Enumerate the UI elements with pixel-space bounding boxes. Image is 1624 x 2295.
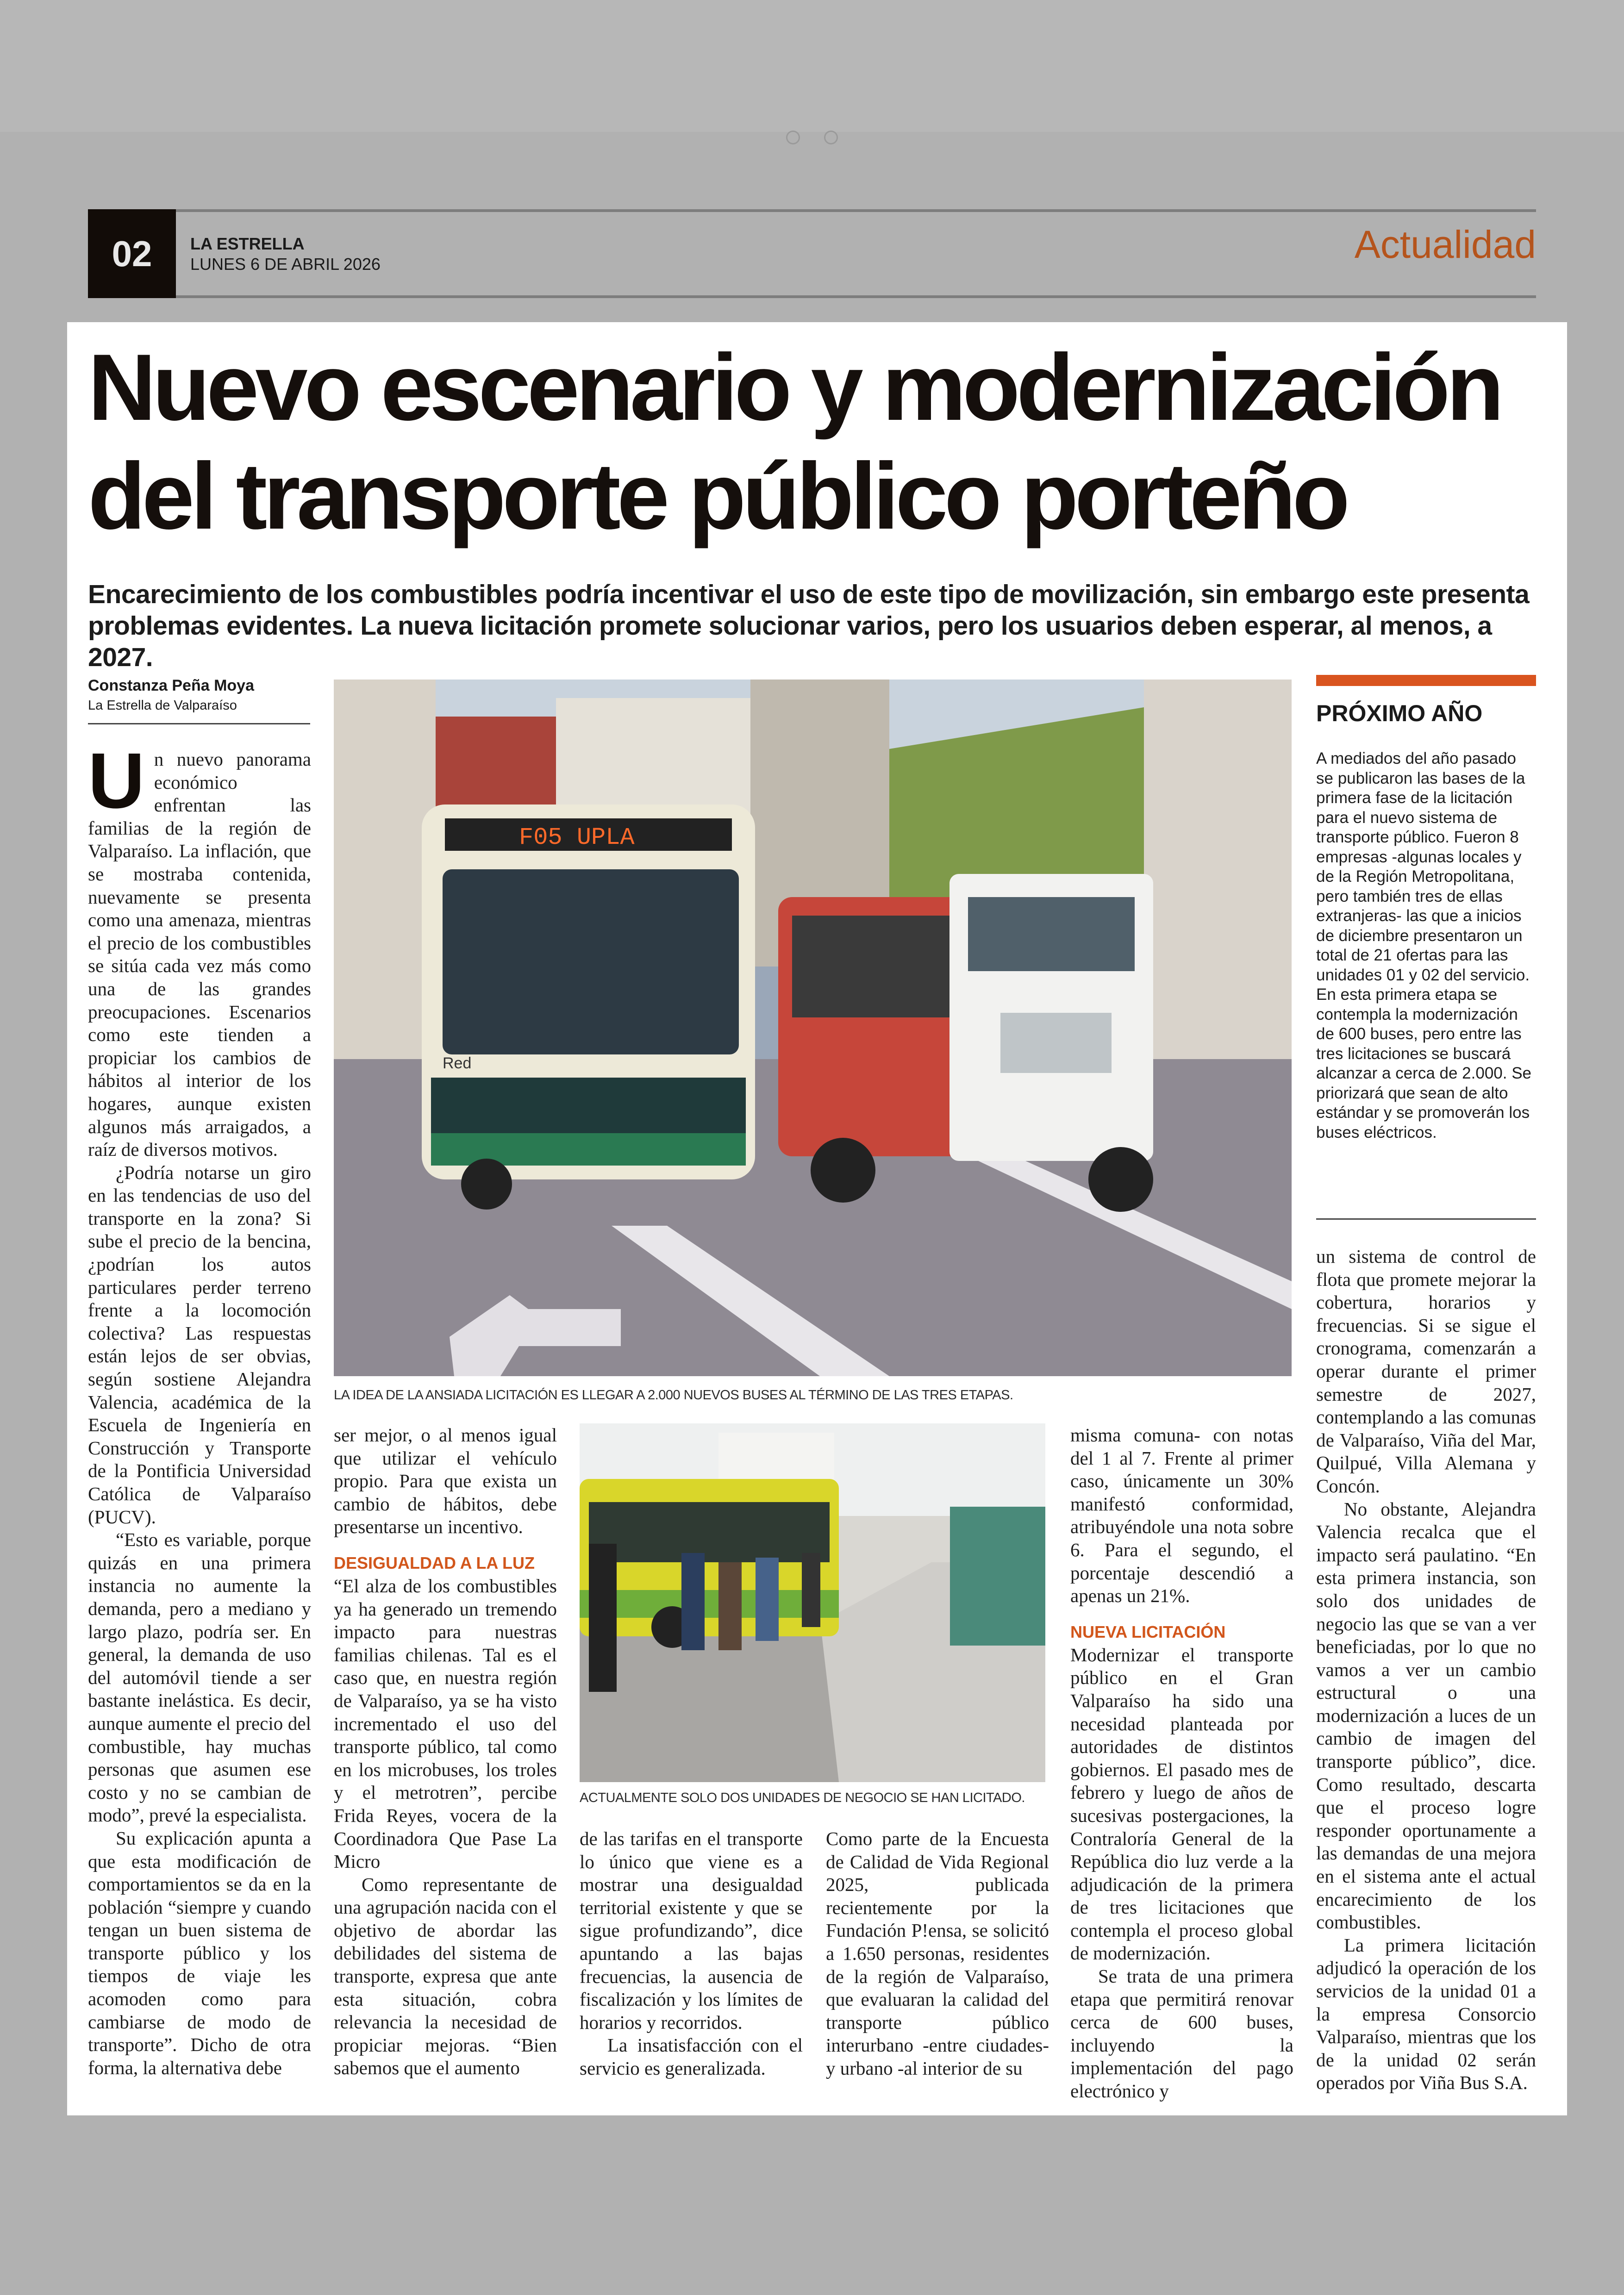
headline-line-1: Nuevo escenario y modernización [88, 335, 1501, 440]
paragraph: La insatisfacción con el servicio es generalizada. [580, 2034, 803, 2079]
issue-date: LUNES 6 DE ABRIL 2026 [190, 255, 381, 274]
subhead-nueva-licitacion: NUEVA LICITACIÓN [1070, 1622, 1226, 1641]
paragraph: “El alza de los combustibles ya ha generado un tremendo impacto para nuestras familias chilenas. Tal es el caso que, en nuestra región de Valparaíso, ya se ha visto incrementado el uso del transporte público, tal como en los microbuses, los troles y el metrotren”, percibe Frida Reyes, vocera de la Coordinadora Que Pase La Micro [334, 1575, 557, 1872]
paragraph: Se trata de una primera etapa que permitirá renovar cerca de 600 buses, incluyendo la implementación del pago electrónico y [1070, 1965, 1293, 2102]
header-bottom-rule [88, 295, 1536, 298]
headline [88, 333, 1500, 551]
headline-line-2: del transporte público porteño [88, 443, 1347, 549]
drop-cap: U [88, 737, 145, 825]
article-column-3 [580, 1827, 803, 2082]
page-nav-next-icon[interactable] [824, 131, 838, 144]
paragraph: Como parte de la Encuesta de Calidad de Vida Regional 2025, publicada recientemente por la Fundación P!ensa, se solicitó a 1.650 personas, residentes de la región de Valparaíso, que evaluaran la calidad del transporte público interurbano -entre ciudades- y urbano -al interior de su [826, 1828, 1049, 2079]
bus-street-photo [334, 680, 1292, 1376]
paragraph: de las tarifas en el transporte lo único que viene es a mostrar una desigualdad territorial existente y que se sigue profundizando”, dice apuntando a las bajas frecuencias, la ausencia de fiscalización y los límites de horarios y recorridos. [580, 1828, 803, 2033]
paragraph: ser mejor, o al menos igual que utilizar el vehículo propio. Para que exista un cambio de hábitos, debe presentarse un incentivo. [334, 1424, 557, 1538]
sidebar-title: PRÓXIMO AÑO [1316, 700, 1483, 726]
bus-brand-label: Red [443, 1054, 472, 1072]
paragraph: Como representante de una agrupación nacida con el objetivo de abordar las debilidades del sistema de transporte, expresa que ante esta situación, cobra relevancia la necesidad de propiciar mejoras. “Bien sabemos que el aumento [334, 1873, 557, 2079]
sidebar-text: A mediados del año pasado se publicaron las bases de la primera fase de la licitación para el nuevo sistema de transporte público. Fueron 8 empresas -algunas locales y de la Región Metropolitana, pero también tres de ellas extranjeras- las que a inicios de diciembre presentaron un total de 21 ofertas para las unidades 01 y 02 del servicio. En esta primera etapa se contempla la modernización de 600 buses, pero entre las tres licitaciones se buscará alcanzar a cerca de 2.000. Se priorizará que sean de alto estándar y se promoverán los buses eléctricos. [1316, 749, 1532, 1141]
article-column-5 [1070, 1424, 1293, 2102]
viewer-top-band [0, 0, 1624, 132]
photo-1-caption: LA IDEA DE LA ANSIADA LICITACIÓN ES LLEGAR A 2.000 NUEVOS BUSES AL TÉRMINO DE LAS TRES ETAPAS. [334, 1388, 1013, 1403]
page-number: 02 [88, 209, 176, 298]
paragraph: misma comuna- con notas del 1 al 7. Frente al primer caso, únicamente un 30% manifestó conformidad, atribuyéndole una nota sobre 6. Para el segundo, el porcentaje descendió a apenas un 21%. [1070, 1424, 1293, 1607]
paragraph: “Esto es variable, porque quizás en una primera instancia no aumente la demanda, pero a mediano y largo plazo, podría ser. En general, la demanda de uso del automóvil tiende a ser bastante inelástica. Es decir, aunque aumente el precio del combustible, hay muchas personas que asumen ese costo y no se cambian de modo”, prevé la especialista. [88, 1529, 311, 1826]
article-column-6 [1316, 1245, 1536, 2094]
article-deck: Encarecimiento de los combustibles podría incentivar el uso de este tipo de movilización, sin embargo este presenta problemas evidentes. La nueva licitación promete solucionar varios, pero los usuarios deben esperar, al menos, a 2027. [88, 580, 1530, 672]
page-nav-prev-icon[interactable] [786, 131, 800, 144]
header-top-rule [88, 209, 1536, 212]
paragraph: La primera licitación adjudicó la operación de los servicios de la unidad 01 a la empresa Consorcio Valparaíso, mientras que los de la unidad 02 serán operados por Viña Bus S.A. [1316, 1934, 1536, 2094]
paper-name: LA ESTRELLA [190, 234, 305, 253]
byline-organization: La Estrella de Valparaíso [88, 698, 237, 713]
paragraph: No obstante, Alejandra Valencia recalca que el impacto será paulatino. “En esta primera instancia, son solo dos unidades de negocio las que se van a ver beneficiadas, por lo que no vamos a ver un cambio estructural o una modernización a luces de un cambio de imagen del transporte público”, dice. Como resultado, descarta que el proceso logre responder oportunamente a las demandas de una mejora en el sistema ante el actual encarecimiento de los combustibles. [1316, 1498, 1536, 1933]
byline-rule [88, 723, 310, 724]
photo-2-caption: ACTUALMENTE SOLO DOS UNIDADES DE NEGOCIO SE HAN LICITADO. [580, 1790, 1025, 1805]
paragraph: Su explicación apunta a que esta modificación de comportamientos se da en la población “siempre y cuando tengan un buen sistema de transporte público y los tiempos de viaje les acomoden como para cambiarse de modo de transporte”. Dicho de otra forma, la alternativa debe [88, 1827, 311, 2078]
sidebar-accent-bar [1316, 675, 1536, 686]
paragraph: ¿Podría notarse un giro en las tendencias de uso del transporte en la zona? Si sube el precio de la bencina, ¿podrían los autos particulares perder terreno frente a la locomoción colectiva? Las respuestas están lejos de ser obvias, según sostiene Alejandra Valencia, académica de la Escuela de Ingeniería en Construcción y Transporte de la Pontificia Universidad Católica de Valparaíso (PUCV). [88, 1161, 311, 1528]
article-column-1 [88, 737, 311, 2081]
article-column-2 [334, 1424, 557, 2081]
byline-author: Constanza Peña Moya [88, 677, 254, 694]
paragraph: n nuevo panorama económico enfrentan las familias de la región de Valparaíso. La inflación, que se mostraba contenida, nuevamente se presenta como una amenaza, mientras el precio de los combustibles se sitúa cada vez más como una de las grandes preocupaciones. Escenarios como este tienden a propiciar los cambios de hábitos al interior de los hogares, aunque existen algunos más arraigados, a raíz de diversos motivos. [88, 748, 311, 1160]
sidebar-bottom-rule [1316, 1218, 1536, 1220]
article-column-4 [826, 1827, 1049, 2082]
bus-destination-sign: F05 UPLA [519, 824, 635, 851]
bus-stop-queue-photo [580, 1423, 1045, 1782]
paragraph: un sistema de control de flota que promete mejorar la cobertura, horarios y frecuencias. Si se sigue el cronograma, comenzarán a operar durante el primer semestre de 2027, contemplando a las comunas de Valparaíso, Viña del Mar, Quilpué, Villa Alemana y Concón. [1316, 1246, 1536, 1497]
subhead-desigualdad: DESIGUALDAD A LA LUZ [334, 1553, 535, 1572]
paragraph: Modernizar el transporte público en el Gran Valparaíso ha sido una necesidad planteada por autoridades de distintos gobiernos. El pasado mes de febrero y luego de años de sucesivas postergaciones, la Contraloría General de la República dio luz verde a la adjudicación de la primera de tres licitaciones que contempla el proceso global de modernización. [1070, 1644, 1293, 1964]
section-label: Actualidad [1354, 223, 1536, 266]
